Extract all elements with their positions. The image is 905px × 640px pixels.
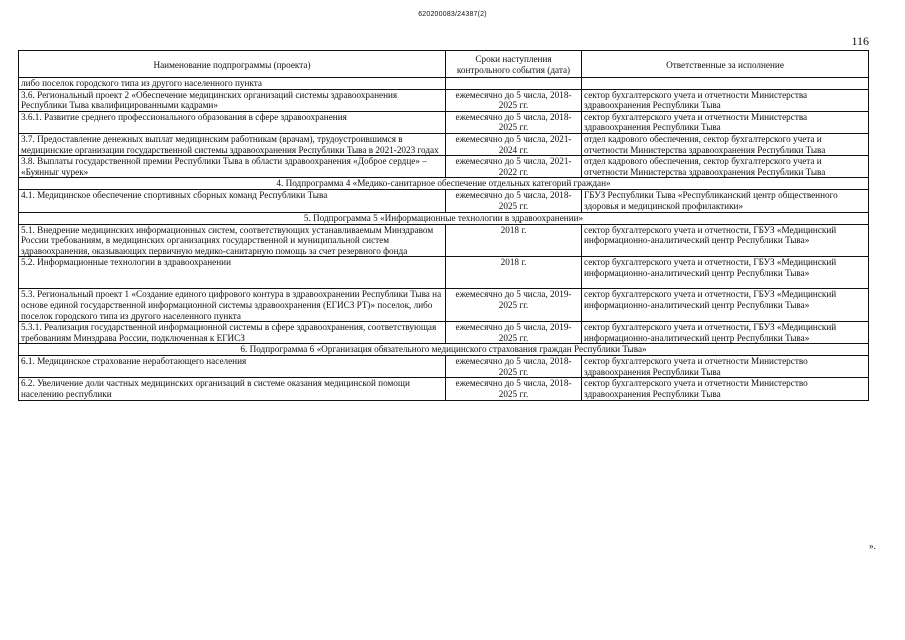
responsible-cell: ГБУЗ Республики Тыва «Республиканский центр общественного здоровья и медицинской профилактики» xyxy=(582,190,869,212)
header-control-date: Сроки наступления контрольного события (дата) xyxy=(446,51,582,78)
table-row xyxy=(19,156,869,178)
control-date-cell: 2018 г. xyxy=(446,224,582,257)
header-program-name: Наименование подпрограммы (проекта) xyxy=(19,51,446,78)
control-date-cell: ежемесячно до 5 числа, 2018-2025 гг. xyxy=(446,378,582,400)
control-date-cell: ежемесячно до 5 числа, 2019-2025 гг. xyxy=(446,289,582,322)
section-row-subprogram-4 xyxy=(19,178,869,190)
program-name-cell: 5.1. Внедрение медицинских информационных систем, соответствующих устанавливаемым Минздравом России требованиям, в медицинских организациях государственной и муниципальной систем здравоохранения, оказывающих первичную медико-санитарную помощь за счет резервного фонда xyxy=(19,224,446,257)
table-row xyxy=(19,224,869,257)
table-row xyxy=(19,190,869,212)
table-row xyxy=(19,78,869,90)
responsible-cell: сектор бухгалтерского учета и отчетности Министерство здравоохранения Республики Тыва xyxy=(582,356,869,378)
program-name-cell: 3.6.1. Развитие среднего профессионального образования в сфере здравоохранения xyxy=(19,111,446,133)
control-date-cell: ежемесячно до 5 числа, 2018-2025 гг. xyxy=(446,89,582,111)
program-name-cell: 6.1. Медицинское страхование неработающего населения xyxy=(19,356,446,378)
section-title: 4. Подпрограмма 4 «Медико-санитарное обеспечение отдельных категорий граждан» xyxy=(19,178,869,190)
responsible-cell: сектор бухгалтерского учета и отчетности, ГБУЗ «Медицинский информационно-аналитический центр Республики Тыва» xyxy=(582,289,869,322)
responsible-cell: сектор бухгалтерского учета и отчетности, ГБУЗ «Медицинский информационно-аналитический центр Республики Тыва» xyxy=(582,224,869,257)
section-title: 5. Подпрограмма 5 «Информационные технологии в здравоохранении» xyxy=(19,212,869,224)
responsible-cell: сектор бухгалтерского учета и отчетности Министерства здравоохранения Республики Тыва xyxy=(582,111,869,133)
table-row xyxy=(19,133,869,155)
program-name-cell: 5.2. Информационные технологии в здравоохранении xyxy=(19,257,446,289)
table-row xyxy=(19,356,869,378)
program-name-cell: 3.7. Предоставление денежных выплат медицинским работникам (врачам), трудоустроившимся в медицинские организации государственной системы здравоохранения Республики Тыва в 2021-2023 годах xyxy=(19,133,446,155)
responsible-cell: отдел кадрового обеспечения, сектор бухгалтерского учета и отчетности Министерства здравоохранения Республики Тыва xyxy=(582,133,869,155)
table-row xyxy=(19,111,869,133)
table-row xyxy=(19,289,869,322)
control-date-cell: ежемесячно до 5 числа, 2021-2022 гг. xyxy=(446,156,582,178)
control-date-cell: ежемесячно до 5 числа, 2019-2025 гг. xyxy=(446,322,582,344)
section-row-subprogram-5 xyxy=(19,212,869,224)
document-id: 620200083/24387(2) xyxy=(418,11,487,18)
table-row xyxy=(19,257,869,289)
control-events-table xyxy=(18,50,869,401)
program-name-cell: 5.3. Региональный проект 1 «Создание единого цифрового контура в здравоохранении Республики Тыва на основе единой государственной информационной системы здравоохранения (ЕГИСЗ РТ)» поселок, либо поселок городского типа из другого населенного пункта xyxy=(19,289,446,322)
control-date-cell: 2018 г. xyxy=(446,257,582,289)
program-name-cell: 3.6. Региональный проект 2 «Обеспечение медицинских организаций системы здравоохранения Республики Тыва квалифицированными кадрами» xyxy=(19,89,446,111)
control-date-cell: ежемесячно до 5 числа, 2018-2025 гг. xyxy=(446,190,582,212)
table-row xyxy=(19,89,869,111)
control-date-cell: ежемесячно до 5 числа, 2021-2024 гг. xyxy=(446,133,582,155)
table-row xyxy=(19,378,869,400)
responsible-cell: сектор бухгалтерского учета и отчетности Министерство здравоохранения Республики Тыва xyxy=(582,378,869,400)
control-date-cell: ежемесячно до 5 числа, 2018-2025 гг. xyxy=(446,111,582,133)
program-name-cell: 5.3.1. Реализация государственной информационной системы в сфере здравоохранения, соответствующая требованиям Минздрава России, подключенная к ЕГИСЗ xyxy=(19,322,446,344)
control-date-cell: ежемесячно до 5 числа, 2018-2025 гг. xyxy=(446,356,582,378)
section-row-subprogram-6 xyxy=(19,344,869,356)
program-name-cell: 6.2. Увеличение доли частных медицинских организаций в системе оказания медицинской помощи населению республики xyxy=(19,378,446,400)
responsible-cell: сектор бухгалтерского учета и отчетности, ГБУЗ «Медицинский информационно-аналитический центр Республики Тыва» xyxy=(582,322,869,344)
header-responsible: Ответственные за исполнение xyxy=(582,51,869,78)
closing-quote-mark: ». xyxy=(869,541,876,551)
table-row xyxy=(19,322,869,344)
program-name-cell: либо поселок городского типа из другого населенного пункта xyxy=(19,78,446,90)
responsible-cell xyxy=(582,78,869,90)
control-date-cell xyxy=(446,78,582,90)
responsible-cell: отдел кадрового обеспечения, сектор бухгалтерского учета и отчетности Министерства здравоохранения Республики Тыва xyxy=(582,156,869,178)
section-title: 6. Подпрограмма 6 «Организация обязательного медицинского страхования граждан Республики Тыва» xyxy=(19,344,869,356)
page-number: 116 xyxy=(851,34,869,48)
table-header-row xyxy=(19,51,869,78)
program-name-cell: 3.8. Выплаты государственной премии Республики Тыва в области здравоохранения «Доброе сердце» – «Буянныг чурек» xyxy=(19,156,446,178)
responsible-cell: сектор бухгалтерского учета и отчетности, ГБУЗ «Медицинский информационно-аналитический центр Республики Тыва» xyxy=(582,257,869,289)
program-name-cell: 4.1. Медицинское обеспечение спортивных сборных команд Республики Тыва xyxy=(19,190,446,212)
responsible-cell: сектор бухгалтерского учета и отчетности Министерства здравоохранения Республики Тыва xyxy=(582,89,869,111)
